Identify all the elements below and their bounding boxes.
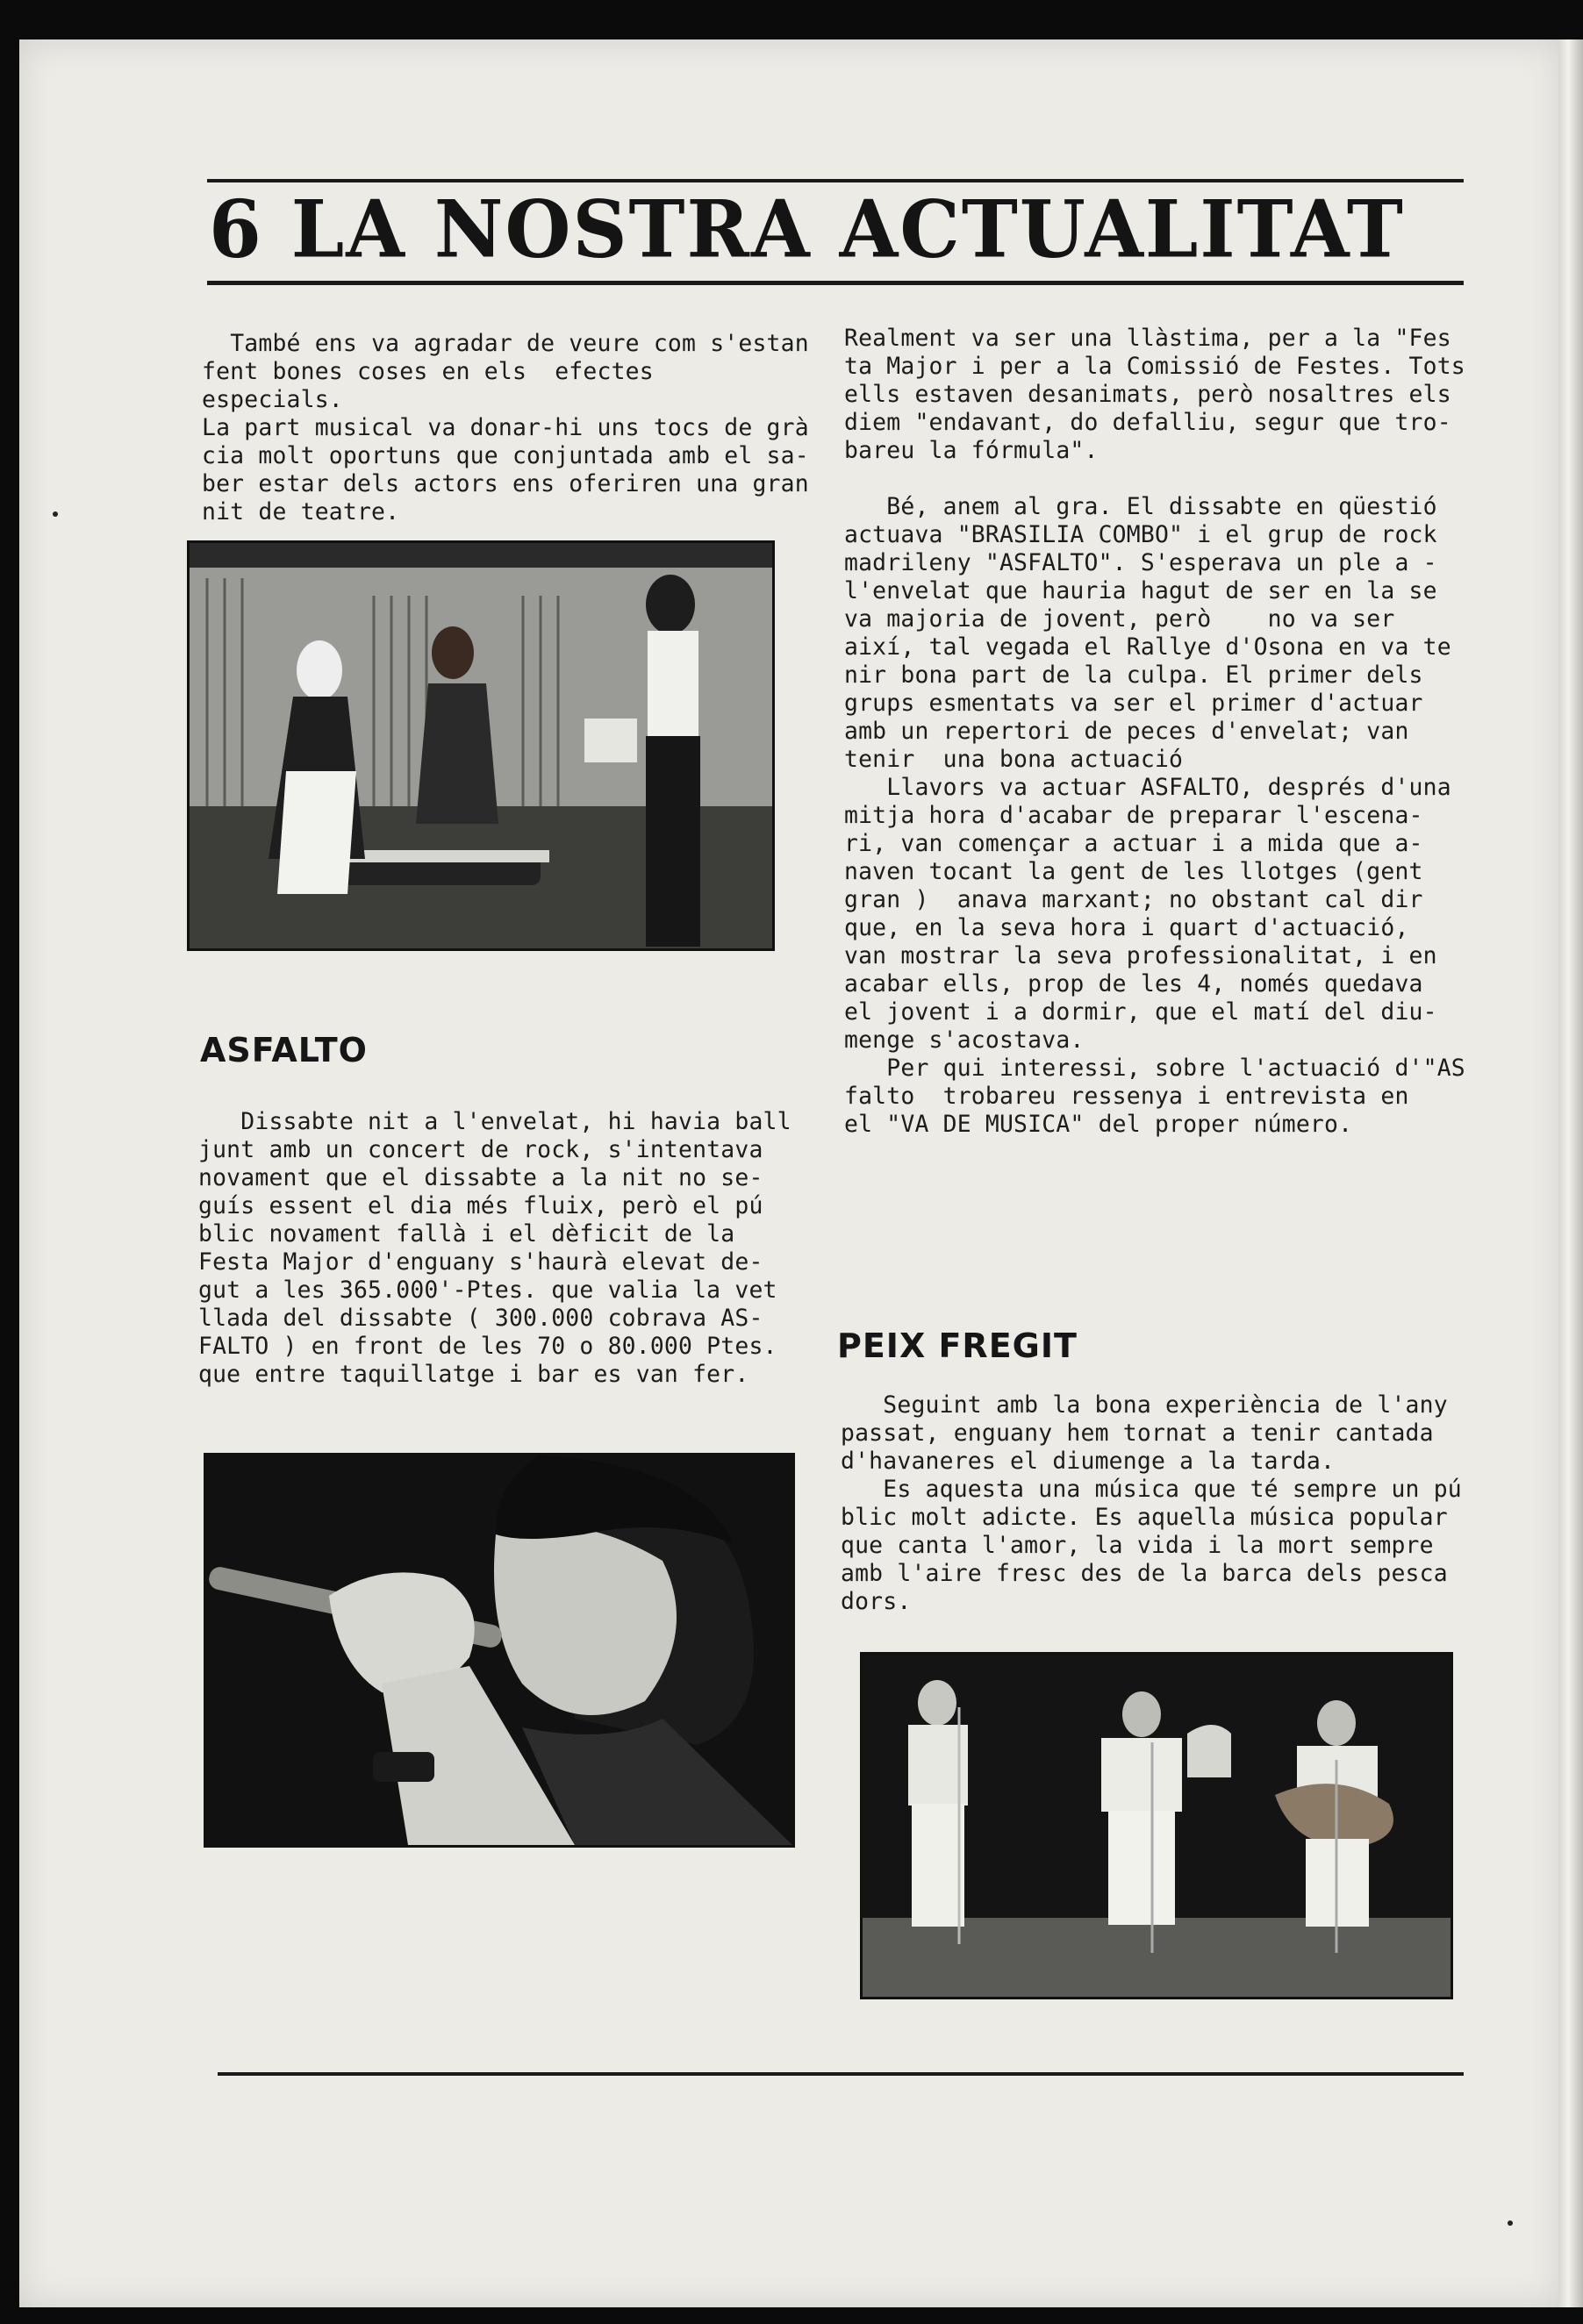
page-title: 6 LA NOSTRA ACTUALITAT xyxy=(209,182,1405,276)
right-column-text: Realment va ser una llàstima, per a la "Fes ta Major i per a la Comissió de Festes. Tots ells estaven desanimats, però nosaltres els diem "endavant, do defalliu, segur que tro- bareu la fórmula". Bé, anem al gra. El dissabte en qüestió actuava "BRASILIA COMBO" i el grup de rock madrileny "ASFALTO". S'esperava un ple a - l'envelat que hauria hagut de ser en la se va majoria de jovent, però no va ser així, tal vegada el Rallye d'Osona en va te nir bona part de la culpa. El primer dels grups esmentats va ser el primer d'actuar amb un repertori de peces d'envelat; van tenir una bona actuació Llavors va actuar ASFALTO, després d'una mitja hora d'acabar de preparar l'escena- ri, van començar a actuar i a mida que a- naven tocant la gent de les llotges (gent gran ) anava marxant; no obstant cal dir que, en la seva hora i quart d'actuació, van mostrar la seva professionalitat, i en acabar ells, prop de les 4, només quedava el jovent i a dormir, que el matí del diu- menge s'acostava. Per qui interessi, sobre l'actuació d'"AS falto trobareu ressenya i entrevista en el "VA DE MUSICA" del proper número. xyxy=(844,325,1465,1138)
asfalto-heading: ASFALTO xyxy=(200,1031,368,1069)
singer-photo xyxy=(204,1453,795,1848)
page-edge xyxy=(1558,39,1583,2307)
masthead-top-rule xyxy=(207,179,1464,182)
footer-rule xyxy=(218,2072,1464,2076)
peix-fregit-heading: PEIX FREGIT xyxy=(837,1326,1078,1365)
intro-paragraph: També ens va agradar de veure com s'estan fent bones coses en els efectes especials. La part musical va donar-hi uns tocs de grà cia molt oportuns que conjuntada amb el sa- ber estar dels actors ens oferiren una gran nit de teatre. xyxy=(202,330,809,526)
print-speck xyxy=(1508,2220,1513,2226)
asfalto-article-text: Dissabte nit a l'envelat, hi havia ball junt amb un concert de rock, s'intentava novament que el dissabte a la nit no se- guís essent el dia més fluix, però el pú blic novament fallà i el dèficit de la Festa Major d'enguany s'haurà elevat de- gut a les 365.000'-Ptes. que valia la vet llada del dissabte ( 300.000 cobrava AS- FALTO ) en front de les 70 o 80.000 Ptes. que entre taquillatge i bar es van fer. xyxy=(198,1108,792,1388)
print-speck xyxy=(53,511,58,517)
havaneres-photo xyxy=(860,1652,1453,1999)
peix-fregit-article-text: Seguint amb la bona experiència de l'any passat, enguany hem tornat a tenir cantada d'havaneres el diumenge a la tarda. Es aquesta una música que té sempre un pú blic molt adicte. Es aquella música popular que canta l'amor, la vida i la mort sempre amb l'aire fresc des de la barca dels pesca dors. xyxy=(841,1391,1462,1615)
masthead-bottom-rule xyxy=(207,281,1464,285)
theatre-photo xyxy=(187,540,775,951)
